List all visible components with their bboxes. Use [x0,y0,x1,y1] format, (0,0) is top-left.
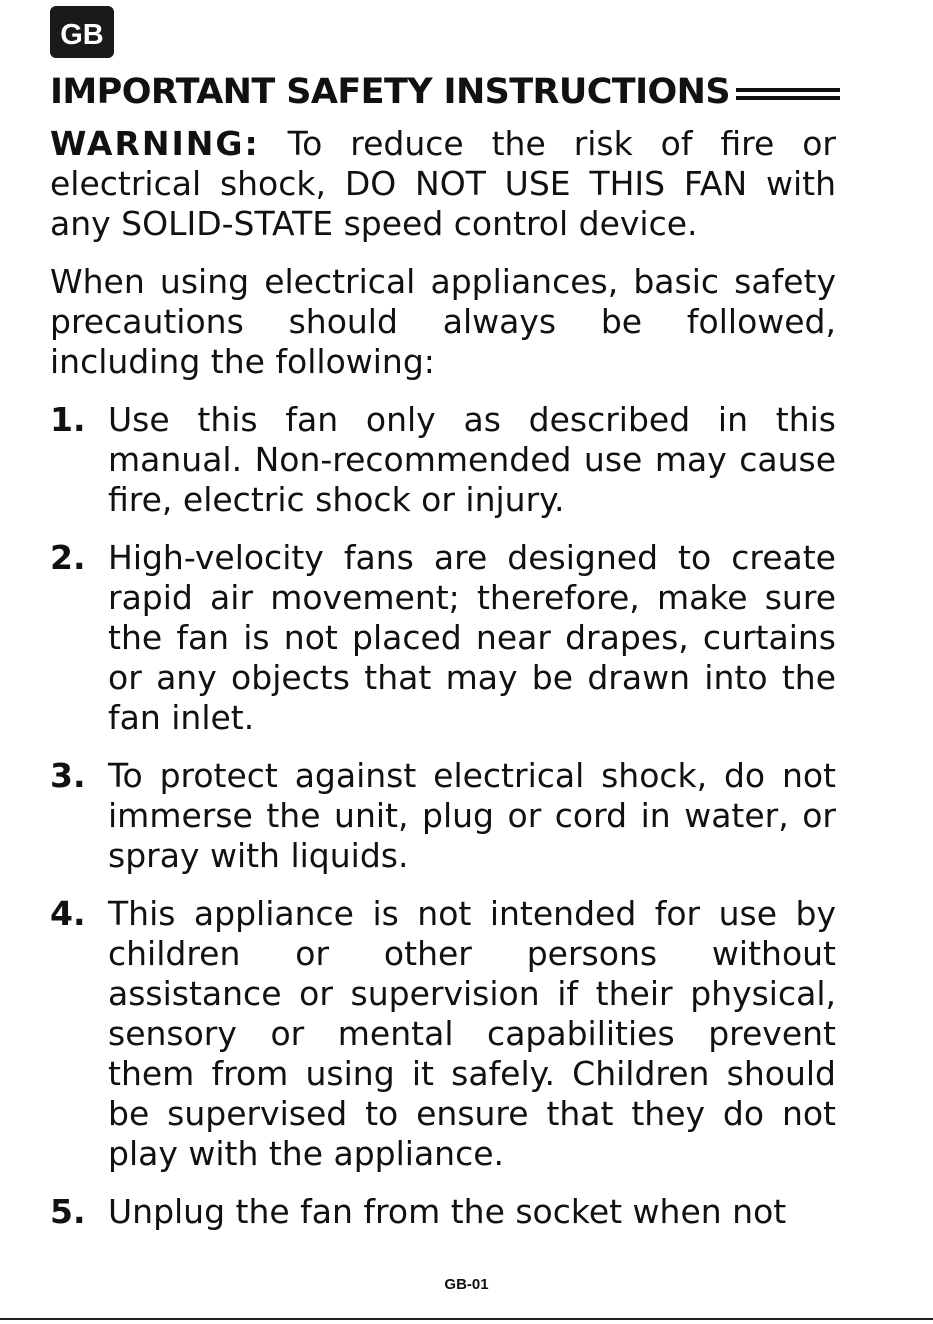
warning-text: To reduce the risk of fire or electrical shock, DO NOT USE THIS FAN with any SOLID-STATE speed control device. [50,124,836,243]
warning-label: WARNING: [50,124,260,163]
item-text: This appliance is not intended for use by children or other persons without assistance or supervision if their physical, sensory or mental capabilities prevent them from using it safely. Children should be supervised to ensure that they do not play with the appliance. [108,894,836,1173]
item-text: Use this fan only as described in this manual. Non-recommended use may cause fire, electric shock or injury. [108,400,836,519]
instruction-item [50,1192,836,1232]
item-number: 3. [50,756,86,795]
instruction-item [50,756,836,876]
instruction-item [50,894,836,1174]
item-number: 4. [50,894,86,933]
document-body [50,124,836,1250]
instruction-item [50,400,836,520]
instruction-list [50,400,836,1232]
page-title: IMPORTANT SAFETY INSTRUCTIONS [50,71,730,112]
page-number: GB-01 [444,1276,489,1293]
title-double-rule [736,88,840,100]
item-text: To protect against electrical shock, do not immerse the unit, plug or cord in water, or spray with liquids. [108,756,836,875]
intro-paragraph: When using electrical appliances, basic safety precautions should always be followed, including the following: [50,262,836,381]
item-number: 1. [50,400,86,439]
instruction-item [50,538,836,738]
language-badge: GB [50,6,114,58]
item-text: High-velocity fans are designed to create rapid air movement; therefore, make sure the fan is not placed near drapes, curtains or any objects that may be drawn into the fan inlet. [108,538,836,737]
item-number: 2. [50,538,86,577]
item-text: Unplug the fan from the socket when not [108,1192,787,1231]
bottom-rule [0,1318,933,1320]
item-number: 5. [50,1192,86,1231]
title-row [50,66,840,118]
warning-paragraph [50,124,836,244]
